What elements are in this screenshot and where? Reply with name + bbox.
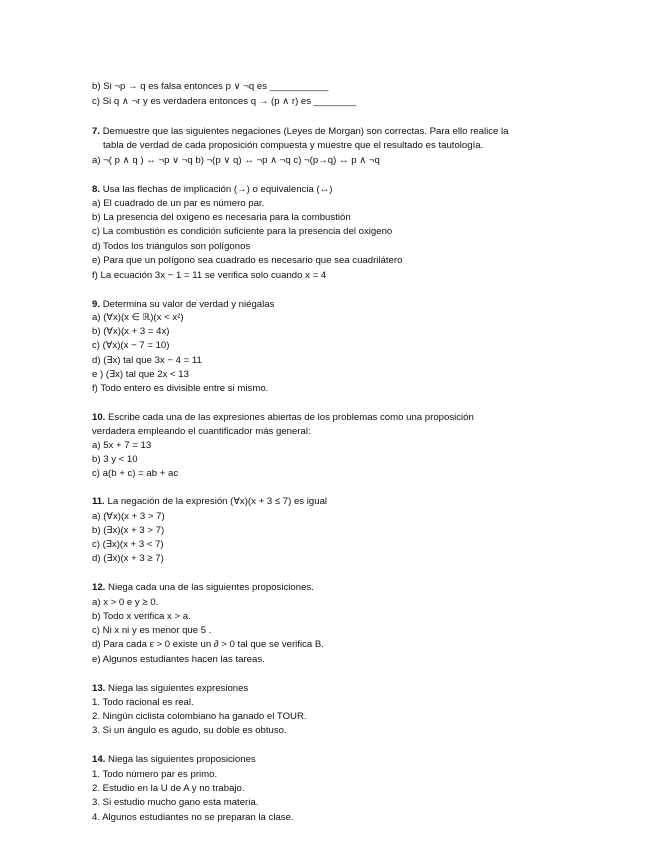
problem-number: 8.: [92, 184, 101, 195]
problem-8-item-b: b) La presencia del oxigeno es necesaria para la combustión: [92, 212, 351, 223]
problem-11-heading: [92, 496, 327, 508]
problem-text: Demuestre que las siguientes negaciones (Leyes de Morgan) son correctas. Para ello realice la: [102, 126, 509, 137]
problem-9-item-a: a) (∀x)(x ∈ ℝ)(x < x²): [92, 312, 184, 323]
problem-13-heading: [92, 683, 248, 695]
problem-10-item-b: b) 3 y < 10: [92, 454, 138, 465]
problem-text: Niega las siguientes expresiones: [105, 683, 249, 694]
problem-7-heading: [92, 126, 509, 138]
problem-12-item-a: a) x > 0 e y ≥ 0.: [92, 597, 159, 608]
problem-12-item-d: d) Para cada ε > 0 existe un ∂ > 0 tal que se verifica B.: [92, 639, 324, 650]
problem-number: 11.: [92, 496, 105, 507]
problem-8-item-c: c) La combustión es condición suficiente para la presencia del oxigeno: [92, 226, 393, 237]
problem-text: Usa las flechas de implicación (→) o equivalencia (↔): [102, 184, 333, 195]
problem-12-item-c: c) Ni x ni y es menor que 5 .: [92, 625, 212, 636]
problem-text: Niega cada una de las siguientes proposiciones.: [108, 582, 314, 593]
problem-text: Determina su valor de verdad y niégalas: [102, 299, 275, 310]
problem-9-item-c: c) (∀x)(x − 7 = 10): [92, 340, 170, 351]
problem-14-item-2: 2. Estudio en la U de A y no trabajo.: [92, 783, 245, 794]
problem-9-item-e: e ) (∃x) tal que 2x < 13: [92, 369, 189, 380]
problem-11-item-b: b) (∃x)(x + 3 > 7): [92, 525, 165, 536]
problem-11-item-c: c) (∃x)(x + 3 < 7): [92, 539, 164, 550]
problem-number: 13.: [92, 683, 106, 694]
problem-12-item-e: e) Algunos estudiantes hacen las tareas.: [92, 654, 265, 665]
problem-12-heading: [92, 582, 314, 594]
problem-9-item-d: d) (∃x) tal que 3x − 4 = 11: [92, 355, 202, 366]
problem-8-item-a: a) El cuadrado de un par es número par.: [92, 198, 265, 209]
problem-number: 9.: [92, 299, 101, 310]
problem-8-item-f: f) La ecuación 3x − 1 = 11 se verifica solo cuando x = 4: [92, 270, 327, 281]
problem-text: Escribe cada una de las expresiones abiertas de los problemas como una proposición: [108, 412, 474, 423]
problem-11-item-d: d) (∃x)(x + 3 ≥ 7): [92, 553, 164, 564]
problem-9-item-f: f) Todo entero es divisible entre si mismo.: [92, 383, 269, 394]
problem-13-item-2: 2. Ningún ciclista colombiano ha ganado el TOUR.: [92, 711, 307, 722]
problem-number: 12.: [92, 582, 106, 593]
problem-9-item-b: b) (∀x)(x + 3 = 4x): [92, 326, 170, 337]
problem-10-line-2: verdadera empleando el cuantificador más general:: [92, 426, 311, 437]
problem-number: 7.: [92, 126, 101, 137]
problem-7-items: a) ¬( p ∧ q ) ↔ ¬p ∨ ¬q b) ¬(p ∨ q) ↔ ¬p ∧ ¬q c) ¬(p→q) ↔ p ∧ ¬q: [92, 155, 380, 166]
problem-10-heading: [92, 412, 548, 424]
problem-text: La negación de la expresión (∀x)(x + 3 ≤ 7) es igual: [107, 496, 328, 507]
problem-10-item-a: a) 5x + 7 = 13: [92, 440, 152, 451]
problem-14-item-1: 1. Todo número par es primo.: [92, 769, 218, 780]
problem-14-heading: [92, 754, 256, 766]
problem-9-heading: [92, 299, 274, 311]
problem-text: Niega las siguientes proposiciones: [105, 754, 256, 765]
problem-14-item-3: 3. Si estudio mucho gano esta materia.: [92, 797, 259, 808]
problem-7-line-2: tabla de verdad de cada proposición compuesta y muestre que el resultado es tautología.: [103, 140, 484, 151]
problem-13-item-1: 1. Todo racional es real.: [92, 697, 194, 708]
problem-10-item-c: c) a(b + c) = ab + ac: [92, 468, 179, 479]
problem-number: 14.: [92, 754, 106, 765]
problem-13-item-3: 3. Si un ángulo es agudo, su doble es obtuso.: [92, 725, 287, 736]
problem-8-heading: [92, 184, 333, 196]
problem-8-item-e: e) Para que un polígono sea cuadrado es necesario que sea cuadrilátero: [92, 255, 403, 266]
item-c-line: c) Si q ∧ ¬r y es verdadera entonces q → (p ∧ r) es ________: [92, 96, 357, 107]
problem-11-item-a: a) (∀x)(x + 3 > 7): [92, 511, 165, 522]
problem-14-item-4: 4. Algunos estudiantes no se preparan la clase.: [92, 812, 294, 823]
item-b-line: b) Si ¬p → q es falsa entonces p ∨ ¬q es ___________: [92, 81, 329, 92]
problem-12-item-b: b) Todo x verifica x > a.: [92, 611, 191, 622]
problem-8-item-d: d) Todos los triángulos son polígonos: [92, 241, 251, 252]
problem-number: 10.: [92, 412, 106, 423]
